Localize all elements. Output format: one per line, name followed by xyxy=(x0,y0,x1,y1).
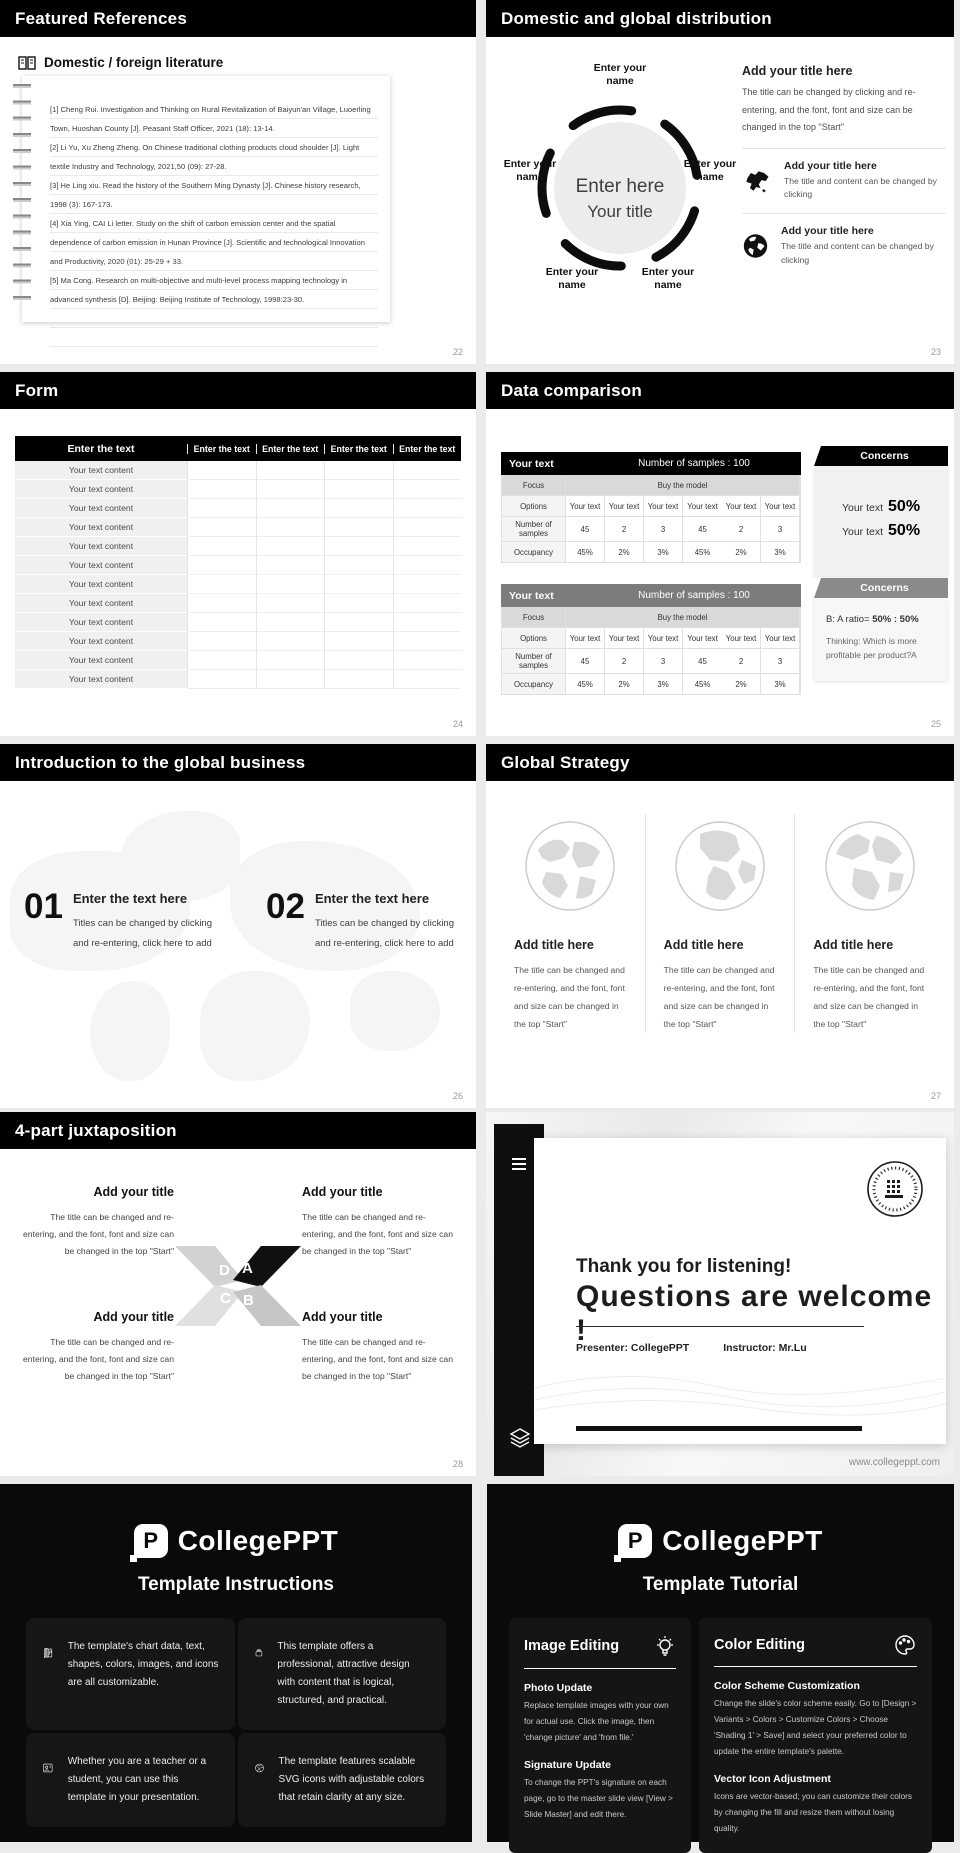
thinking-line: Thinking: Which is more profitable per product?A xyxy=(826,636,917,661)
page-number: 22 xyxy=(452,347,463,357)
diagram-node-label: Enter your name xyxy=(593,62,647,88)
comparison-table-2: Your text Number of samples : 100 Focus Buy the model Options Your text Your text Your text Your text Your text Your text Number of samples 45 2 3 45 2 3 Occupancy 45% 2% 3% 45% 2% 3% xyxy=(501,584,801,695)
block-title: Add your title here xyxy=(742,64,853,78)
slide-title-bar: Global Strategy xyxy=(486,744,954,781)
card-text: This template offers a professional, attractive design with content that is logical, structured, and practical. xyxy=(277,1641,410,1706)
column-title: Add title here xyxy=(514,938,594,952)
ribbon-letter-d: D xyxy=(219,1262,230,1279)
section-body: To change the PPT's signature on each page, go to the master slide view [View > Slide Master] and edit there. xyxy=(524,1777,673,1819)
layers-icon xyxy=(508,1426,532,1450)
globe-icon xyxy=(674,820,766,912)
brand-name: CollegePPT xyxy=(177,1525,339,1556)
table-row: Your text content xyxy=(15,670,461,689)
card-text: The template's chart data, text, shapes, colors, images, and icons are all customizable. xyxy=(67,1641,219,1688)
column-header: Enter the text xyxy=(256,444,325,454)
column-header: Enter the text xyxy=(67,442,135,455)
column-title: Add title here xyxy=(663,938,744,952)
palette-icon xyxy=(893,1634,917,1656)
divider xyxy=(742,213,946,214)
thank-you-card xyxy=(534,1138,946,1444)
block-body: The title can be changed by clicking and re-entering, and the font, font and size can be changed in the top "Start" xyxy=(742,87,916,133)
section-body: Icons are vector-based; you can customize their colors by changing the fill and resize them without losing quality. xyxy=(714,1791,912,1833)
spiral-binding-icon xyxy=(13,84,31,312)
column-header: Enter the text xyxy=(324,444,393,454)
card-title: Image Editing xyxy=(524,1638,620,1654)
page-number: 23 xyxy=(930,347,941,357)
tutorial-section xyxy=(714,1680,917,1760)
column-header: Enter the text xyxy=(187,444,256,454)
instruction-card xyxy=(238,1618,447,1730)
block-title: Add your title xyxy=(302,1310,383,1324)
block-title: Add your title xyxy=(302,1185,383,1199)
university-seal-icon xyxy=(866,1160,924,1218)
diagram-node-label: Enter your name xyxy=(545,266,599,292)
slide-title-bar: Introduction to the global business xyxy=(0,744,476,781)
diagram-center-text: Enter here Your title xyxy=(575,176,665,221)
concerns-ribbon: Concerns xyxy=(821,578,948,598)
tutorial-section xyxy=(524,1682,676,1746)
ribbon-letter-b: B xyxy=(243,1292,254,1309)
table-row: Your text content xyxy=(15,613,461,632)
template-instructions-panel xyxy=(0,1484,472,1842)
page-number: 28 xyxy=(452,1459,463,1469)
quadrant-block xyxy=(22,1305,174,1386)
ratio-line: B: A ratio= 50% : 50% xyxy=(826,614,919,625)
reference-item: [4] Xia Ying, CAI Li letter. Study on the shift of carbon emission center and the spatial dependence of carbon emission in Hunan Province [J]. Scientific and technological Innovation and Productivity, 2020 (01): 25-29 + 33. xyxy=(50,214,378,271)
reference-item: [3] He Ling xiu. Read the history of the Southern Ming Dynasty [J]. Chinese history research, 1998 (3): 167-173. xyxy=(50,176,378,214)
tutorial-section xyxy=(714,1773,917,1837)
strategy-column xyxy=(496,814,645,1033)
slide-featured-references[interactable] xyxy=(0,0,476,364)
item-title: Add your title here xyxy=(780,225,874,238)
brand-logo xyxy=(487,1484,954,1558)
table-header: Your text Number of samples : 100 xyxy=(501,584,801,607)
references-card xyxy=(22,76,390,322)
mesh-wave-decoration xyxy=(534,1348,946,1418)
item-title: Enter the text here xyxy=(314,891,430,906)
template-tutorial-panel xyxy=(487,1484,954,1842)
block-title: Add your title xyxy=(93,1310,174,1324)
column-body: The title can be changed and re-entering, and the font, font and size can be changed in the top "Start" xyxy=(813,965,925,1030)
page-number: 24 xyxy=(452,719,463,729)
section-title: Domestic / foreign literature xyxy=(44,55,224,70)
instruction-card xyxy=(26,1733,235,1827)
panel-title: Template Instructions xyxy=(137,1574,334,1595)
table-header: Your text Number of samples : 100 xyxy=(501,452,801,475)
block-body: The title can be changed and re-entering, and the font, font and size can be changed in the top "Start" xyxy=(23,1337,174,1382)
section-heading: Color Scheme Customization xyxy=(714,1680,860,1692)
archive-box-icon xyxy=(254,1638,264,1668)
strategy-column xyxy=(794,814,944,1033)
ruled-line xyxy=(50,328,378,347)
circular-diagram xyxy=(502,58,740,330)
block-title: Add your title xyxy=(93,1185,174,1199)
table-row: Your text content xyxy=(15,537,461,556)
dribbble-ball-icon xyxy=(254,1753,265,1783)
hamburger-menu-icon xyxy=(512,1158,526,1173)
numbered-item xyxy=(24,889,224,955)
instructor-label: Instructor: Mr.Lu xyxy=(723,1342,807,1354)
slide-domestic-global-distribution[interactable] xyxy=(486,0,954,364)
card-text: The template features scalable SVG icons with adjustable colors that retain clarity at any size. xyxy=(278,1756,425,1803)
presenter-label: Presenter: CollegePPT xyxy=(576,1342,690,1354)
slide-title-bar: Data comparison xyxy=(486,372,954,409)
section-heading: Vector Icon Adjustment xyxy=(714,1772,831,1785)
item-number: 02 xyxy=(266,887,305,926)
table-row: Your text content xyxy=(15,461,461,480)
globe-icon xyxy=(742,231,769,261)
slide-form[interactable] xyxy=(0,372,476,736)
section-heading xyxy=(18,55,476,70)
instruction-card xyxy=(238,1733,447,1827)
concerns-panel-1 xyxy=(814,446,948,576)
reference-item: [1] Cheng Rui. Investigation and Thinking on Rural Revitalization of Baiyun'an Village, Luoerling Town, Huoshan County [J]. Peasant Staff Officer, 2021 (18): 13-14. xyxy=(50,100,378,138)
concerns-line: Your text 50% xyxy=(841,522,921,539)
slide-title-bar: Featured References xyxy=(0,0,476,37)
page-number: 27 xyxy=(930,1091,941,1101)
section-heading: Signature Update xyxy=(524,1758,611,1771)
website-url: www.collegeppt.com xyxy=(848,1457,940,1468)
ribbon-x-graphic xyxy=(163,1240,313,1332)
page-number: 25 xyxy=(930,719,941,729)
item-body: Titles can be changed by clicking and re-entering, click here to add xyxy=(314,918,454,950)
form-table xyxy=(15,436,461,689)
block-body: The title can be changed and re-entering, and the font, font and size can be changed in the top "Start" xyxy=(302,1212,453,1257)
tutorial-section xyxy=(524,1759,676,1823)
booklet-icon xyxy=(42,1638,54,1668)
tutorial-card-color-editing xyxy=(699,1618,932,1853)
slide-title-bar: Form xyxy=(0,372,476,409)
column-body: The title can be changed and re-entering, and the font, font and size can be changed in the top "Start" xyxy=(663,965,775,1030)
bottom-accent-bar xyxy=(576,1426,862,1431)
quadrant-block xyxy=(22,1180,174,1261)
table-row: Your text content xyxy=(15,575,461,594)
table-row: Your text content xyxy=(15,499,461,518)
strategy-column xyxy=(645,814,795,1033)
reference-item: [2] Li Yu, Xu Zheng Zheng. On Chinese traditional clothing products cloud shoulder [J]. Light textile Industry and Technology, 2021,50 (09): 27-28. xyxy=(50,138,378,176)
slide-global-business-intro[interactable] xyxy=(0,744,476,1108)
ribbon-letter-a: A xyxy=(242,1260,253,1277)
instruction-card xyxy=(26,1618,235,1730)
page-number: 26 xyxy=(452,1091,463,1101)
slide-thank-you[interactable] xyxy=(486,1112,954,1476)
table-row: Your text content xyxy=(15,651,461,670)
item-number: 01 xyxy=(24,887,63,926)
column-header: Enter the text xyxy=(393,444,462,454)
globe-icon xyxy=(824,820,916,912)
panel-title: Template Tutorial xyxy=(642,1574,799,1595)
block-body: The title can be changed and re-entering, and the font, font and size can be changed in the top "Start" xyxy=(302,1337,453,1382)
ruled-line xyxy=(50,309,378,328)
concerns-line: Your text 50% xyxy=(841,498,921,515)
section-body: Replace template images with your own for actual use. Click the image, then 'change picture' and 'from file.' xyxy=(524,1701,669,1742)
slide-data-comparison[interactable] xyxy=(486,372,954,736)
table-row: Your text content xyxy=(15,556,461,575)
section-heading: Photo Update xyxy=(524,1682,593,1694)
table-row: Your text content xyxy=(15,518,461,537)
ribbon-letter-c: C xyxy=(220,1290,231,1307)
china-map-icon xyxy=(742,167,772,195)
item-body: Titles can be changed by clicking and re-entering, click here to add xyxy=(72,918,212,950)
slide-4-part-juxtaposition[interactable] xyxy=(0,1112,476,1476)
reference-item: [5] Ma Cong. Research on multi-objective and multi-level process mapping technology in advanced synthesis [D]. Beijing: Beijing Institute of Technology, 1998:23-30. xyxy=(50,271,378,309)
teacher-card-icon xyxy=(42,1753,54,1783)
brand-logo xyxy=(0,1484,472,1558)
numbered-item xyxy=(266,889,466,955)
lightbulb-icon xyxy=(654,1634,676,1658)
globe-icon xyxy=(524,820,616,912)
concerns-ribbon: Concerns xyxy=(821,446,948,466)
card-text: Whether you are a teacher or a student, you can use this template in your presentation. xyxy=(67,1756,207,1803)
item-title: Add your title here xyxy=(784,159,877,172)
column-title: Add title here xyxy=(813,938,894,952)
collegeppt-logo-icon: P xyxy=(618,1524,652,1558)
block-body: The title can be changed and re-entering, and the font, font and size can be changed in the top "Start" xyxy=(23,1212,174,1257)
open-book-icon xyxy=(18,56,36,70)
brand-name: CollegePPT xyxy=(662,1525,823,1556)
list-item xyxy=(742,225,946,268)
table-row: Your text content xyxy=(15,632,461,651)
table-header-row xyxy=(15,436,461,461)
divider xyxy=(742,148,946,149)
diagram-node-label: Enter your name xyxy=(503,158,557,184)
tutorial-card-image-editing xyxy=(509,1618,691,1853)
table-row: Your text content xyxy=(15,480,461,499)
comparison-table-1: Your text Number of samples : 100 Focus Buy the model Options Your text Your text Your text Your text Your text Your text Number of samples 45 2 3 45 2 3 Occupancy 45% 2% 3% 45% 2% 3% xyxy=(501,452,801,563)
list-item xyxy=(742,160,946,203)
column-body: The title can be changed and re-entering, and the font, font and size can be changed in the top "Start" xyxy=(514,965,625,1030)
concerns-panel-2 xyxy=(814,578,948,681)
item-body: The title and content can be changed by clicking xyxy=(780,241,934,265)
card-title: Color Editing xyxy=(714,1637,806,1653)
item-title: Enter the text here xyxy=(72,891,188,906)
thank-you-line: Thank you for listening! xyxy=(576,1256,792,1277)
item-body: The title and content can be changed by clicking xyxy=(784,175,937,200)
questions-line: Questions are welcome ! xyxy=(576,1280,933,1347)
table-row: Your text content xyxy=(15,594,461,613)
slide-global-strategy[interactable] xyxy=(486,744,954,1108)
collegeppt-logo-icon: P xyxy=(134,1524,168,1558)
quadrant-block xyxy=(302,1180,454,1261)
slide-title-bar: Domestic and global distribution xyxy=(486,0,954,37)
underline-rule xyxy=(576,1326,864,1327)
quadrant-block xyxy=(302,1305,454,1386)
slide-title-bar: 4-part juxtaposition xyxy=(0,1112,476,1149)
diagram-node-label: Enter your name xyxy=(641,266,695,292)
diagram-node-label: Enter your name xyxy=(683,158,737,184)
section-body: Change the slide's color scheme easily. Go to [Design > Variants > Colors > Customize Colors > Choose 'Shading 1' > Save] and select your preferred color to update the entire template's palette. xyxy=(714,1699,917,1756)
